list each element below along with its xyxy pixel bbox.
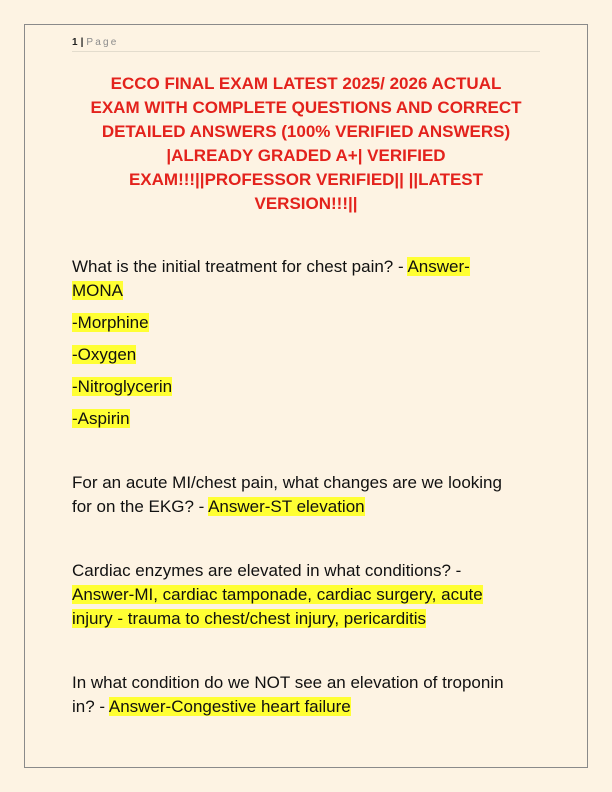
- page-number: 1: [72, 37, 78, 48]
- answer-text: Answer-MI, cardiac tamponade, cardiac surgery, acute: [72, 585, 483, 604]
- list-item: -Oxygen: [72, 345, 137, 364]
- title-line: ECCO FINAL EXAM LATEST 2025/ 2026 ACTUAL: [110, 74, 502, 93]
- question-text: for on the EKG? -: [72, 497, 209, 516]
- question-text: In what condition do we NOT see an elevation of troponin: [72, 673, 504, 692]
- title-line: DETAILED ANSWERS (100% VERIFIED ANSWERS): [101, 122, 511, 141]
- document-title: [72, 72, 540, 216]
- list-item: -Morphine: [72, 313, 149, 332]
- page-label: Page: [86, 37, 119, 48]
- title-line: EXAM!!!||PROFESSOR VERIFIED|| ||LATEST: [128, 170, 484, 189]
- qa-block-2: [72, 471, 540, 519]
- title-line: EXAM WITH COMPLETE QUESTIONS AND CORRECT: [90, 98, 522, 117]
- title-line: VERSION!!!||: [254, 194, 358, 213]
- answer-text: Answer-ST elevation: [208, 497, 365, 516]
- question-text: in? -: [72, 697, 109, 716]
- answer-text: MONA: [72, 281, 123, 300]
- qa-block-4: [72, 671, 540, 719]
- list-item: -Nitroglycerin: [72, 377, 173, 396]
- header-separator: |: [80, 37, 84, 48]
- page-header: [72, 36, 540, 52]
- title-line: |ALREADY GRADED A+| VERIFIED: [166, 146, 446, 165]
- answer-text: Answer-: [407, 257, 470, 276]
- qa-block-1: [72, 255, 540, 431]
- answer-text: injury - trauma to chest/chest injury, pericarditis: [72, 609, 426, 628]
- qa-block-3: [72, 559, 540, 631]
- answer-text: Answer-Congestive heart failure: [108, 697, 351, 716]
- question-text: What is the initial treatment for chest pain? -: [72, 257, 408, 276]
- question-text: For an acute MI/chest pain, what changes are we looking: [72, 473, 502, 492]
- question-text: Cardiac enzymes are elevated in what conditions? -: [72, 561, 462, 580]
- list-item: -Aspirin: [72, 409, 130, 428]
